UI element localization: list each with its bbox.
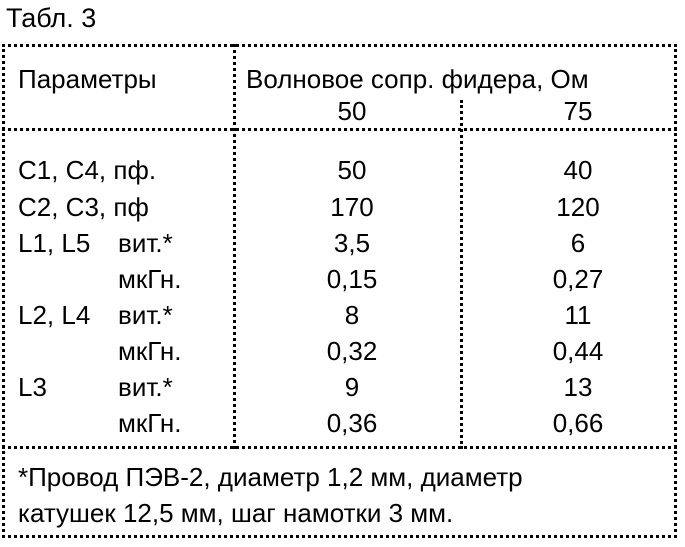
- footnote-line-1: *Провод ПЭВ-2, диаметр 1,2 мм, диаметр: [18, 462, 523, 492]
- row-name: C2, C3, пф: [18, 192, 149, 222]
- row-unit: вит.*: [118, 300, 173, 330]
- value-50: 3,5: [333, 228, 371, 258]
- value-50: 9: [344, 372, 360, 402]
- value-50: 8: [344, 300, 360, 330]
- footnote-divider: [2, 446, 677, 449]
- value-75: 0,27: [552, 264, 604, 294]
- header-col-50: 50: [337, 96, 367, 126]
- row-unit: мкГн.: [118, 408, 182, 438]
- value-50: 0,36: [326, 408, 378, 438]
- value-75: 0,66: [552, 408, 604, 438]
- value-75: 11: [564, 300, 592, 330]
- header-divider: [2, 128, 677, 131]
- column-divider-params: [233, 44, 236, 449]
- table-caption: Табл. 3: [6, 3, 97, 33]
- header-parameters: Параметры: [18, 64, 157, 94]
- value-75: 6: [570, 228, 586, 258]
- row-unit: вит.*: [118, 372, 173, 402]
- row-name: L1, L5: [18, 228, 91, 258]
- value-75: 40: [563, 155, 593, 185]
- value-75: 120: [556, 192, 600, 222]
- row-name: C1, C4, пф.: [18, 155, 157, 185]
- footnote-line-2: катушек 12,5 мм, шаг намотки 3 мм.: [18, 498, 454, 528]
- column-divider-values: [460, 100, 463, 449]
- value-75: 13: [563, 372, 593, 402]
- value-50: 0,15: [326, 264, 378, 294]
- row-unit: вит.*: [118, 228, 173, 258]
- header-impedance: Волновое сопр. фидера, Ом: [246, 64, 589, 94]
- row-unit: мкГн.: [118, 336, 182, 366]
- row-name: L3: [18, 372, 47, 402]
- value-50: 50: [337, 155, 367, 185]
- value-50: 170: [330, 192, 374, 222]
- value-50: 0,32: [326, 336, 378, 366]
- value-75: 0,44: [552, 336, 604, 366]
- row-name: L2, L4: [18, 300, 91, 330]
- header-col-75: 75: [563, 96, 593, 126]
- row-unit: мкГн.: [118, 264, 182, 294]
